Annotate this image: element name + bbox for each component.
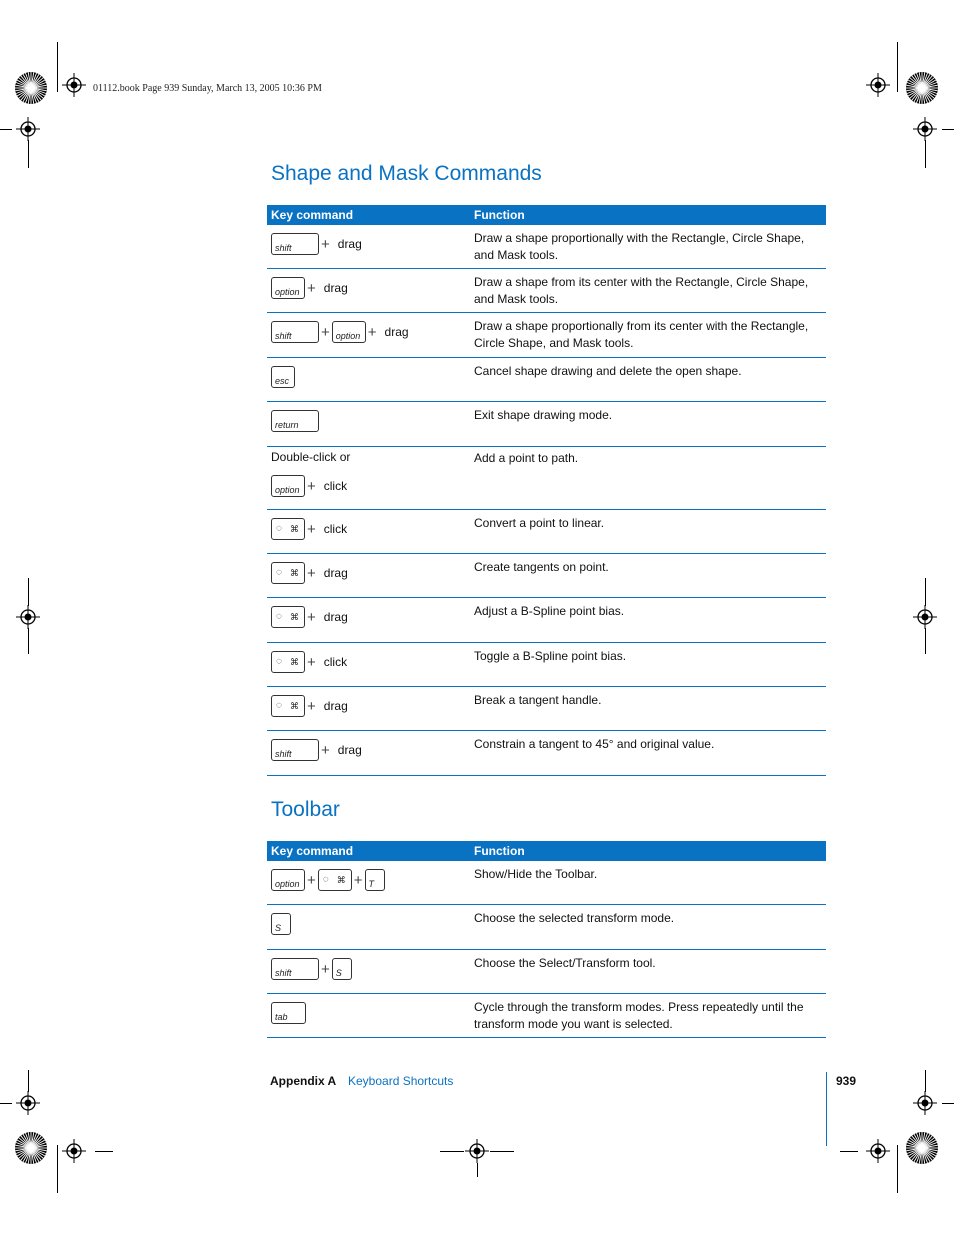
registration-mark-icon [866, 1139, 890, 1163]
color-target-icon [14, 71, 48, 105]
crop-mark [28, 140, 29, 168]
registration-mark-icon [913, 117, 937, 141]
section-title-shape-mask: Shape and Mask Commands [271, 162, 542, 185]
key-command-cell [271, 861, 466, 904]
registration-mark-icon [866, 73, 890, 97]
crop-mark [897, 42, 898, 92]
crop-mark [0, 1103, 12, 1104]
table-row [267, 447, 826, 510]
plus-icon: + [307, 871, 316, 889]
registration-mark-icon [62, 1139, 86, 1163]
command-icon: ⌘ [336, 875, 346, 885]
function-description: Draw a shape proportionally from its center with the Rectangle, Circle Shape, and Mask tools. [474, 319, 809, 350]
function-description: Draw a shape from its center with the Rectangle, Circle Shape, and Mask tools. [474, 275, 809, 306]
mouse-action: click [323, 522, 348, 536]
mouse-action: drag [384, 325, 409, 339]
plus-icon: + [307, 477, 316, 495]
crop-mark [942, 1103, 954, 1104]
function-description: Convert a point to linear. [474, 516, 605, 530]
mouse-action: drag [323, 566, 348, 580]
key-command-cell [271, 269, 466, 312]
command-key-icon [271, 562, 305, 584]
function-description: Draw a shape proportionally with the Rectangle, Circle Shape, and Mask tools. [474, 231, 805, 262]
table-row [267, 598, 826, 643]
esc-key-icon: esc [271, 366, 295, 388]
column-header-function: Function [474, 208, 525, 222]
crop-mark [95, 1151, 113, 1152]
color-target-icon [905, 1131, 939, 1165]
function-description: Create tangents on point. [474, 560, 609, 574]
table-row [267, 225, 826, 269]
key-command-cell [271, 358, 466, 401]
mouse-action: drag [337, 743, 362, 757]
plus-icon: + [353, 871, 363, 889]
registration-mark-icon [913, 605, 937, 629]
function-description: Cancel shape drawing and delete the open shape. [474, 364, 742, 378]
table-row [267, 950, 826, 994]
crop-mark [0, 129, 12, 130]
registration-mark-icon [913, 1091, 937, 1115]
crop-mark [897, 1145, 898, 1193]
plus-icon: + [321, 235, 330, 253]
mouse-action: drag [337, 237, 362, 251]
apple-icon: ◌ [276, 567, 282, 578]
crop-mark [925, 1070, 926, 1092]
crop-mark [28, 1070, 29, 1092]
table-row [267, 510, 826, 554]
key-command-cell [271, 510, 466, 553]
key-command-cell [271, 447, 466, 509]
footer-appendix: Appendix A [270, 1074, 337, 1088]
crop-mark [925, 628, 926, 654]
key-command-cell [271, 554, 466, 597]
plus-icon: + [307, 520, 316, 538]
apple-icon: ◌ [322, 874, 329, 885]
plus-icon: + [321, 960, 330, 978]
section-title-toolbar: Toolbar [271, 798, 340, 821]
shift-key-icon: shift [271, 739, 319, 761]
registration-mark-icon [62, 73, 86, 97]
shift-key-icon: shift [271, 321, 319, 343]
column-header-key: Key command [271, 208, 354, 222]
apple-icon: ◌ [276, 523, 282, 534]
table-row [267, 358, 826, 402]
shape-mask-commands-table [267, 205, 826, 776]
registration-mark-icon [16, 1091, 40, 1115]
s-key-icon: S [332, 958, 352, 980]
print-slug: 01112.book Page 939 Sunday, March 13, 2005 10:36 PM [93, 83, 322, 94]
function-description: Show/Hide the Toolbar. [474, 867, 598, 881]
key-command-cell [271, 950, 466, 993]
option-key-icon: option [271, 277, 305, 299]
command-key-icon [318, 869, 352, 891]
shift-key-icon: shift [271, 958, 319, 980]
plus-icon: + [321, 323, 330, 341]
registration-mark-icon [16, 117, 40, 141]
s-key-icon: S [271, 913, 291, 935]
color-target-icon [905, 71, 939, 105]
function-description: Adjust a B-Spline point bias. [474, 604, 625, 618]
crop-mark [925, 140, 926, 168]
table-row [267, 269, 826, 313]
table-row [267, 643, 826, 687]
function-description: Exit shape drawing mode. [474, 408, 613, 422]
table-row [267, 313, 826, 358]
plus-icon: + [307, 279, 316, 297]
crop-mark [840, 1151, 858, 1152]
key-command-cell [271, 598, 466, 642]
column-header-key: Key command [271, 844, 354, 858]
option-key-icon: option [271, 475, 305, 497]
plus-icon: + [367, 323, 377, 341]
function-description: Toggle a B-Spline point bias. [474, 649, 627, 663]
option-key-icon: option [271, 869, 305, 891]
option-key-icon: option [332, 321, 366, 343]
command-icon: ⌘ [290, 524, 299, 534]
registration-mark-icon [16, 605, 40, 629]
function-description: Add a point to path. [474, 451, 579, 465]
page-number: 939 [836, 1074, 857, 1088]
apple-icon: ◌ [276, 656, 282, 667]
command-key-icon [271, 651, 305, 673]
table-header [267, 205, 826, 225]
tab-key-icon: tab [271, 1002, 306, 1024]
command-icon: ⌘ [290, 657, 299, 667]
crop-mark [57, 1145, 58, 1193]
function-description: Choose the selected transform mode. [474, 911, 675, 925]
table-row [267, 554, 826, 598]
registration-mark-icon [465, 1139, 489, 1163]
crop-mark [28, 578, 29, 606]
crop-mark [28, 628, 29, 654]
plus-icon: + [307, 608, 316, 626]
mouse-action: drag [323, 610, 348, 624]
crop-mark [490, 1151, 514, 1152]
color-target-icon [14, 1131, 48, 1165]
table-row [267, 687, 826, 731]
mouse-action: drag [323, 281, 348, 295]
t-key-icon: T [365, 869, 385, 891]
crop-mark [942, 129, 954, 130]
function-description: Choose the Select/Transform tool. [474, 956, 656, 970]
column-header-function: Function [474, 844, 525, 858]
command-key-icon [271, 518, 305, 540]
toolbar-commands-table [267, 841, 826, 1038]
key-command-cell [271, 994, 466, 1037]
key-command-cell [271, 402, 466, 446]
table-row [267, 402, 826, 447]
table-row [267, 994, 826, 1038]
key-command-cell [271, 313, 466, 357]
plus-icon: + [307, 653, 316, 671]
plus-icon: + [307, 697, 316, 715]
footer-chapter-link[interactable]: Keyboard Shortcuts [348, 1074, 454, 1088]
plus-icon: + [321, 741, 330, 759]
command-key-icon [271, 695, 305, 717]
shift-key-icon: shift [271, 233, 319, 255]
crop-mark [57, 42, 58, 92]
function-description: Break a tangent handle. [474, 693, 602, 707]
mouse-action: drag [323, 699, 348, 713]
prefix-text: Double-click or [271, 450, 351, 464]
footer-divider [826, 1072, 827, 1146]
return-key-icon: return [271, 410, 319, 432]
key-command-cell [271, 687, 466, 730]
table-row [267, 731, 826, 776]
command-icon: ⌘ [290, 612, 299, 622]
mouse-action: click [323, 655, 348, 669]
table-header [267, 841, 826, 861]
function-description: Constrain a tangent to 45° and original value. [474, 737, 715, 751]
key-command-cell [271, 643, 466, 686]
apple-icon: ◌ [276, 700, 282, 711]
mouse-action: click [323, 479, 348, 493]
key-command-cell [271, 731, 466, 775]
crop-mark [477, 1163, 478, 1177]
key-command-cell [271, 225, 466, 268]
command-icon: ⌘ [290, 568, 299, 578]
function-description: Cycle through the transform modes. Press repeatedly until the transform mode you want is selected. [474, 1000, 804, 1031]
plus-icon: + [307, 564, 316, 582]
crop-mark [925, 578, 926, 606]
table-row [267, 861, 826, 905]
command-icon: ⌘ [290, 701, 299, 711]
apple-icon: ◌ [276, 611, 282, 622]
table-row [267, 905, 826, 950]
command-key-icon [271, 606, 305, 628]
crop-mark [440, 1151, 464, 1152]
key-command-cell [271, 905, 466, 949]
